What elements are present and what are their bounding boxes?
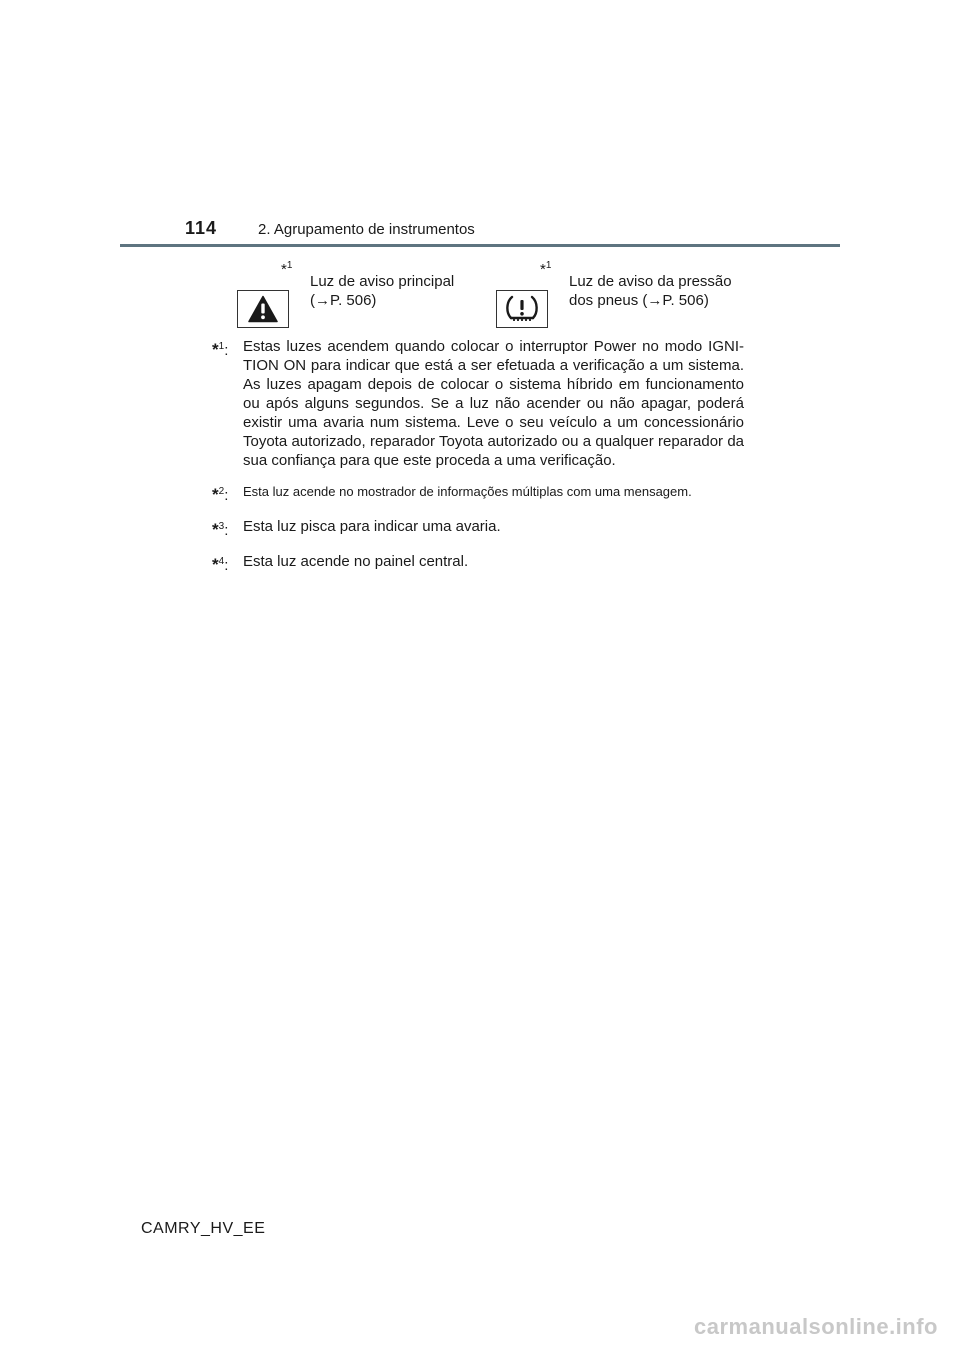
footnote-3: [212, 517, 744, 540]
tire-pressure-warning-icon: [496, 290, 548, 328]
footnote-marker: *$^1$:: [212, 340, 229, 359]
indicator-footnote-marker: *$^1$: [540, 260, 552, 278]
footnote-text: Esta luz pisca para indicar uma avaria.: [243, 518, 501, 535]
footnotes: [212, 337, 744, 587]
indicator-tire-pressure-warning: [496, 258, 746, 330]
footnote-marker: *$^2$:: [212, 485, 229, 504]
footnote-text: Esta luz acende no painel central.: [243, 553, 469, 570]
footnote-marker: *$^4$:: [212, 555, 229, 574]
footnote-marker: *$^3$:: [212, 520, 229, 539]
watermark: carmanualsonline.info: [694, 1314, 938, 1339]
indicator-footnote-marker: *$^1$: [281, 260, 293, 278]
indicator-label: Luz de aviso principal (→P. 506): [310, 273, 455, 309]
section-title: 2. Agrupamento de instrumentos: [258, 221, 475, 238]
master-warning-icon: [237, 290, 289, 328]
footer-model-code: CAMRY_HV_EE: [141, 1220, 266, 1237]
footnote-text: Estas luzes acendem quando colocar o interruptor Power no modo IGNI-TION ON para indicar que está a ser efetuada a verificação a um sistema. As luzes apagam depois de colocar o sistema híbrido em funcionamento ou após alguns segundos. Se a luz não acender ou não apagar, poderá existir uma avaria num sistema. Leve o seu veículo a um concessionário Toyota autorizado, reparador Toyota autorizado ou a qualquer reparador da sua confiança para que este proceda a uma verificação.: [243, 338, 744, 469]
footnote-text: Esta luz acende no mostrador de informações múltiplas com uma mensagem.: [243, 484, 692, 499]
indicator-master-warning: [237, 258, 487, 330]
indicator-label: Luz de aviso da pressão dos pneus (→P. 506): [569, 273, 732, 309]
page-number: 114: [185, 218, 218, 238]
header-divider: [120, 244, 840, 247]
footnote-1: [212, 337, 744, 470]
footnote-2: [212, 482, 744, 505]
footnote-4: [212, 552, 744, 575]
